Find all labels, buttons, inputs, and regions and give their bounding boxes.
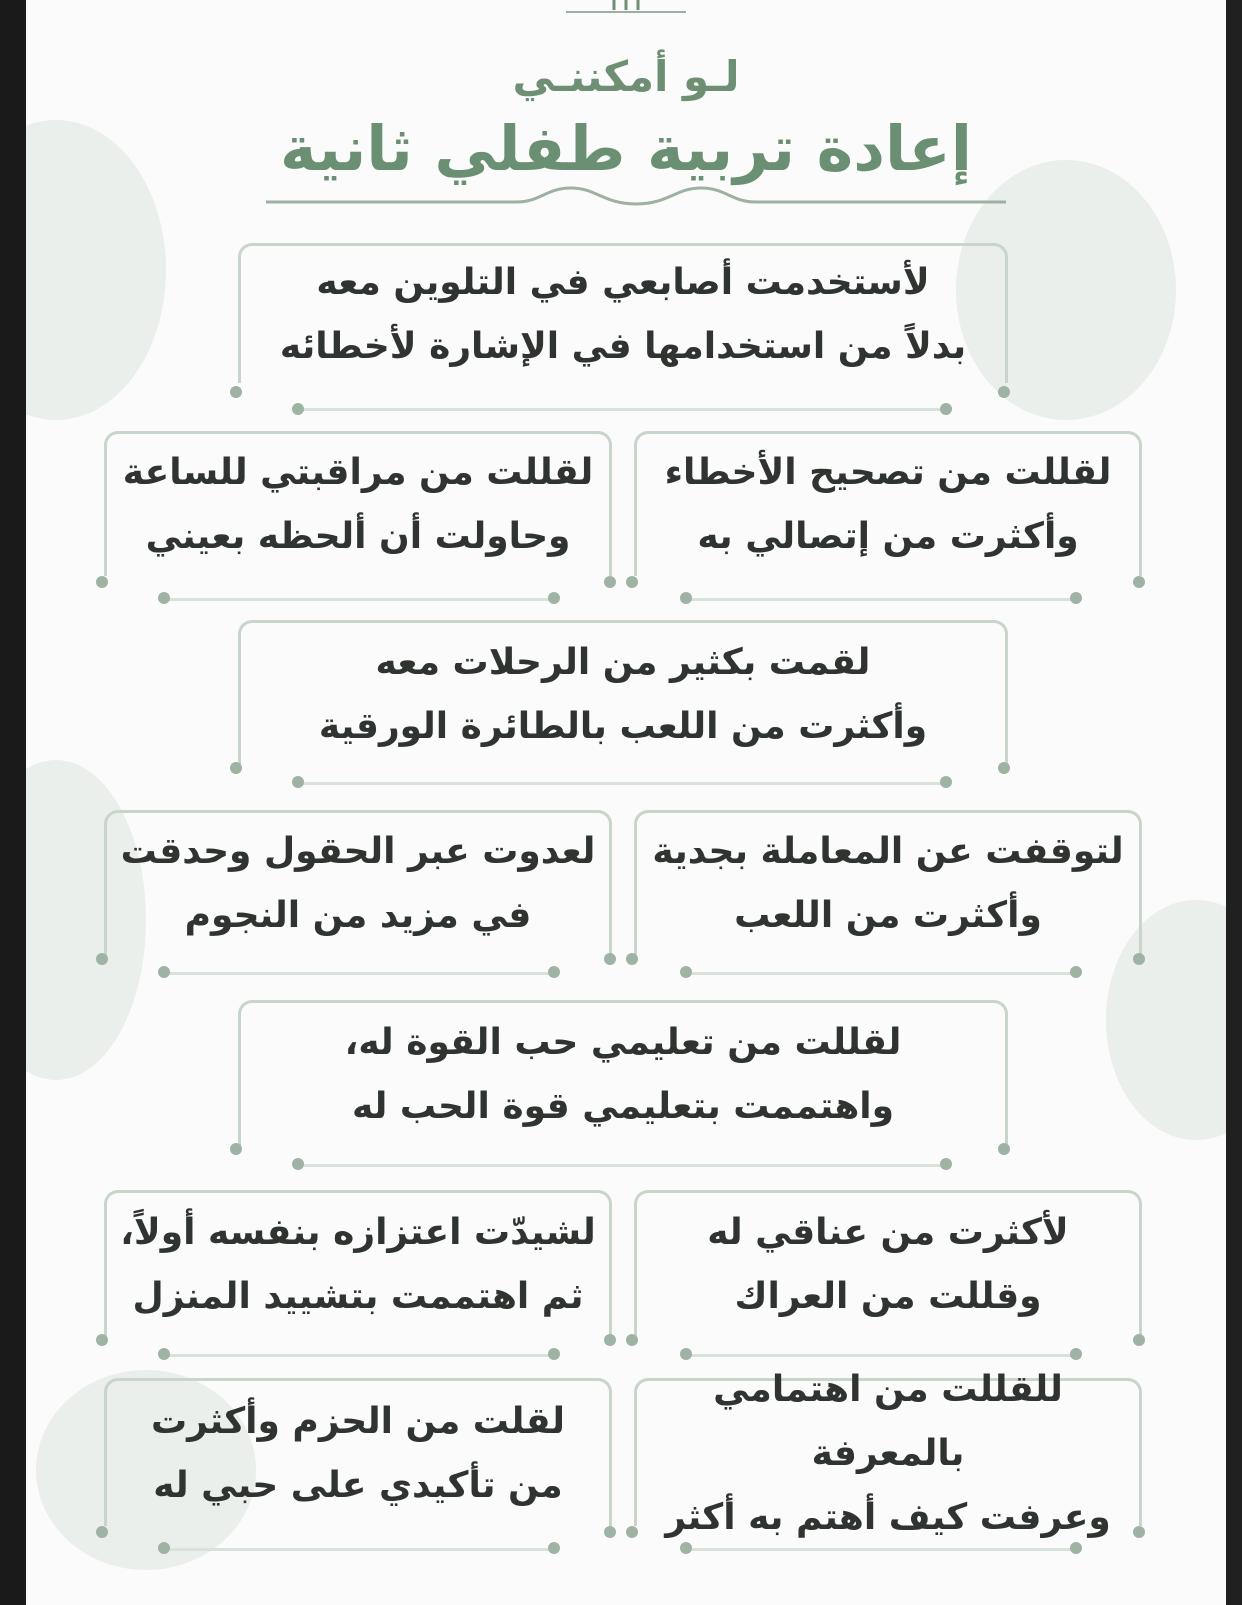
card-4-dot [940,776,952,788]
card-2-text [653,441,1124,569]
card-8 [634,1190,1142,1336]
right-screen-edge [1226,0,1242,1605]
card-10-dot [1070,1542,1082,1554]
card-5-bottom-line [686,972,1076,975]
title-line-1: لـو أمكننـي [512,52,740,101]
card-10-text [637,1358,1139,1550]
card-5-dot [1070,966,1082,978]
card-7-dot [230,1143,242,1155]
card-9-bottom-line [164,1354,554,1357]
card-1-text [268,251,978,379]
card-5-dot [626,953,638,965]
title-line-2: إعادة تربية طفلي ثانية [280,112,972,185]
card-3-dot [548,592,560,604]
card-1-dot [292,403,304,415]
card-4-bottom-line [298,782,948,785]
card-2-dot [680,592,692,604]
card-1-dot [230,386,242,398]
card-2 [634,431,1142,576]
card-6-bottom-line [164,972,554,975]
card-9-line-1: لشيدّت اعتزازه بنفسه أولاً، [120,1211,596,1253]
card-8-dot [1133,1334,1145,1346]
card-7-line-2: واهتممت بتعليمي قوة الحب له [351,1085,895,1127]
poster [26,0,1226,1605]
card-7-text [333,1011,914,1139]
card-2-line-1: لقللت من تصحيح الأخطاء [664,452,1112,493]
card-8-line-1: لأكثرت من عناقي له [707,1211,1069,1253]
card-3-bottom-line [164,598,554,601]
card-1-dot [998,386,1010,398]
card-5-text [640,820,1135,948]
card-11 [104,1378,612,1526]
card-3-line-1: لقللت من مراقبتي للساعة [122,452,594,493]
card-11-text [139,1390,577,1518]
card-7-bottom-line [298,1164,948,1167]
card-11-line-1: لقلت من الحزم وأكثرت [150,1400,566,1442]
card-10-line-2: وعرفت كيف أهتم به أكثر [665,1496,1111,1538]
card-6-dot [548,966,560,978]
card-11-dot [604,1526,616,1538]
card-5-dot [1133,953,1145,965]
card-4-dot [292,776,304,788]
card-5-line-2: وأكثرت من اللعب [734,895,1042,936]
card-3-dot [96,576,108,588]
card-11-dot [96,1526,108,1538]
card-7-dot [940,1158,952,1170]
card-9-dot [604,1334,616,1346]
card-1 [238,243,1008,383]
card-9-dot [96,1334,108,1346]
card-11-line-2: من تأكيدي على حبي له [153,1464,563,1506]
card-4-text [307,631,939,759]
card-9-text [108,1201,608,1329]
card-5-line-1: لتوقفت عن المعاملة بجدية [652,831,1124,872]
card-6-dot [604,953,616,965]
card-2-line-2: وأكثرت من إتصالي به [697,516,1079,557]
card-8-dot [626,1334,638,1346]
card-2-dot [1070,592,1082,604]
card-9-dot [548,1348,560,1360]
card-1-line-1: لأستخدمت أصابعي في التلوين معه [316,261,930,303]
card-11-dot [158,1542,170,1554]
card-9-line-2: ثم اهتممت بتشييد المنزل [132,1275,584,1317]
card-10 [634,1368,1142,1538]
card-1-dot [940,403,952,415]
card-10-dot [1133,1526,1145,1538]
card-10-bottom-line [686,1548,1076,1551]
card-2-dot [1133,576,1145,588]
card-8-text [695,1201,1080,1329]
card-6-line-1: لعدوت عبر الحقول وحدقت [120,831,596,872]
card-11-dot [548,1542,560,1554]
card-10-dot [680,1542,692,1554]
card-6 [104,810,612,955]
card-4-dot [998,762,1010,774]
card-3-dot [604,576,616,588]
card-3-line-2: وحاولت أن ألحظه بعيني [145,516,571,557]
card-2-dot [626,576,638,588]
card-1-bottom-line [298,408,948,411]
top-ornament-icon [566,0,686,20]
left-screen-edge [0,0,26,1605]
card-6-text [109,820,608,948]
card-10-dot [626,1526,638,1538]
card-4 [238,620,1008,766]
card-4-dot [230,762,242,774]
card-6-dot [96,953,108,965]
card-6-line-2: في مزيد من النجوم [184,895,532,936]
card-7-dot [292,1158,304,1170]
card-9-dot [158,1348,170,1360]
card-7-line-1: لقللت من تعليمي حب القوة له، [344,1021,902,1063]
card-3-dot [158,592,170,604]
card-11-bottom-line [164,1548,554,1551]
card-10-line-1: للقللت من اهتمامي بالمعرفة [713,1368,1063,1474]
card-1-line-2: بدلاً من استخدامها في الإشارة لأخطائه [279,325,967,367]
card-3-text [111,441,605,569]
card-5-dot [680,966,692,978]
card-2-bottom-line [686,598,1076,601]
card-7 [238,1000,1008,1146]
card-4-line-1: لقمت بكثير من الرحلات معه [375,641,871,683]
title-divider-icon [266,180,1006,220]
card-5 [634,810,1142,955]
card-8-line-2: وقللت من العراك [734,1275,1042,1317]
card-9 [104,1190,612,1336]
card-7-dot [998,1143,1010,1155]
card-3 [104,431,612,576]
card-4-line-2: وأكثرت من اللعب بالطائرة الورقية [318,705,928,747]
card-6-dot [158,966,170,978]
